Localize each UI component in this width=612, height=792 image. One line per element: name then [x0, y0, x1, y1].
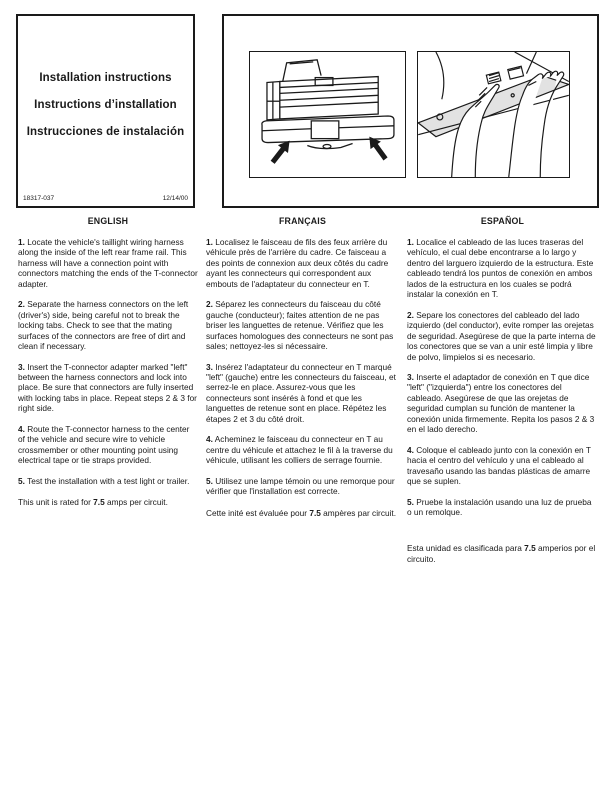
column-english	[18, 216, 198, 574]
title-spanish: Instrucciones de instalación	[26, 126, 185, 138]
es-step-4: 4. Coloque el cableado junto con la conexión en T hacia el centro del vehículo y una el cableado al travesaño usando las bandas plásticas de amarre que se suplen.	[407, 444, 591, 487]
en-step-2: 2. Separate the harness connectors on the left (driver's) side, being careful not to break the locking tabs. Check to see that the mating surfaces of the connectors are free of dirt and clean if necessary.	[18, 299, 189, 352]
es-step-3: 3. Inserte el adaptador de conexión en T que dice "left" ("izquierda") entre los conectores del cableado. Asegúrese de que las orejetas de seguridad cumplan su función de mantener la conexión unida firmemente. Repita los pasos 2 & 3 en el lado derecho.	[407, 371, 595, 435]
instruction-columns	[18, 216, 598, 574]
column-french	[206, 216, 399, 574]
es-rating-note: Esta unidad es clasificada para 7.5 amperios por el circuito.	[407, 543, 596, 564]
fr-step-2: 2. Séparez les connecteurs du faisceau du côté gauche (conducteur); faites attention de ne pas briser les languettes de retenue. Vérifiez que les surfaces homologues des connecteurs ne sont pas sales; nettoyez-les si nécessaire.	[206, 299, 394, 352]
title-english: Installation instructions	[39, 72, 172, 84]
fr-step-1: 1. Localisez le faisceau de fils des feux arrière du véhicule près de l'arrière du cadre. Ce faisceau a des points de connexion aux deux côtés du cadre ayant les connecteurs qui correspondent aux embouts de l'adaptateur du connecteur en T.	[206, 237, 389, 289]
fr-step-3: 3. Insérez l'adaptateur du connecteur en T marqué "left" (gauche) entre les connecteurs du faisceau, et serrez-le en place. Assurez-vous que les connecteurs sont insérés à fond et que les languettes de retenue sont en place. Répétez les étapes 2 et 3 du côté droit.	[206, 361, 396, 424]
hands-connecting-drawing	[418, 52, 569, 177]
hands-wiring-illustration	[417, 51, 570, 178]
es-step-5: 5. Pruebe la instalación usando una luz de prueba o un remolque.	[407, 496, 592, 517]
title-french: Instructions d’installation	[34, 99, 177, 111]
fr-rating-note: Cette inité est évaluée pour 7.5 ampères par circuit.	[206, 507, 397, 518]
en-step-4: 4. Route the T-connector harness to the center of the vehicle and secure wire to vehicle crossmember or other mounting point using electrical tape or tie straps provided.	[18, 423, 190, 466]
truck-rear-illustration	[249, 51, 406, 178]
figures-panel	[222, 14, 599, 208]
es-step-2: 2. Separe los conectores del cableado del lado izquierdo (del conductor), evite romper las orejetas de seguridad. Asegúrese de que la parte interna de los conectores que se van a unir esté limpia y libre de polvo, limpielos si es necesario.	[407, 309, 596, 362]
title-lines	[18, 16, 193, 138]
column-spanish	[407, 216, 598, 574]
en-step-1: 1. Locate the vehicle's taillight wiring harness along the inside of the left rear frame rail. This harness will have a connection point with connectors matching the ends of the T-connector adapter.	[18, 237, 198, 289]
column-header-spanish: ESPAÑOL	[480, 216, 525, 226]
revision-date: 12/14/00	[162, 195, 188, 202]
es-step-1: 1. Localice el cableado de las luces traseras del vehículo, el cual debe encontrarse a lo largo y dentro del larguero izquierdo de la estructura. Este cableado tendrá los puntos de conexión en ambos lados de la estructura en los cuales se podrá instalar la conexión en T.	[407, 237, 594, 300]
part-number: 18317-037	[23, 195, 55, 202]
en-rating-note: This unit is rated for 7.5 amps per circuit.	[18, 497, 168, 508]
title-box-footer	[23, 195, 188, 202]
column-header-french: FRANÇAIS	[278, 216, 327, 226]
title-box	[16, 14, 195, 208]
fr-step-5: 5. Utilisez une lampe témoin ou une remorque pour vérifier que l'installation est correcte.	[206, 475, 395, 497]
en-step-3: 3. Insert the T-connector adapter marked "left" between the harness connectors and lock into place. Be sure that connectors are fully inserted with locking tabs in place. Repeat steps 2 & 3 for right side.	[18, 361, 197, 414]
fr-step-4: 4. Acheminez le faisceau du connecteur en T au centre du véhicule et attachez le fil à la traverse du véhicule, utilisant les colliers de serrage fournie.	[206, 434, 393, 466]
en-step-5: 5. Test the installation with a test light or trailer.	[18, 475, 190, 486]
truck-rear-drawing	[250, 52, 405, 177]
column-header-english: ENGLISH	[87, 216, 129, 226]
